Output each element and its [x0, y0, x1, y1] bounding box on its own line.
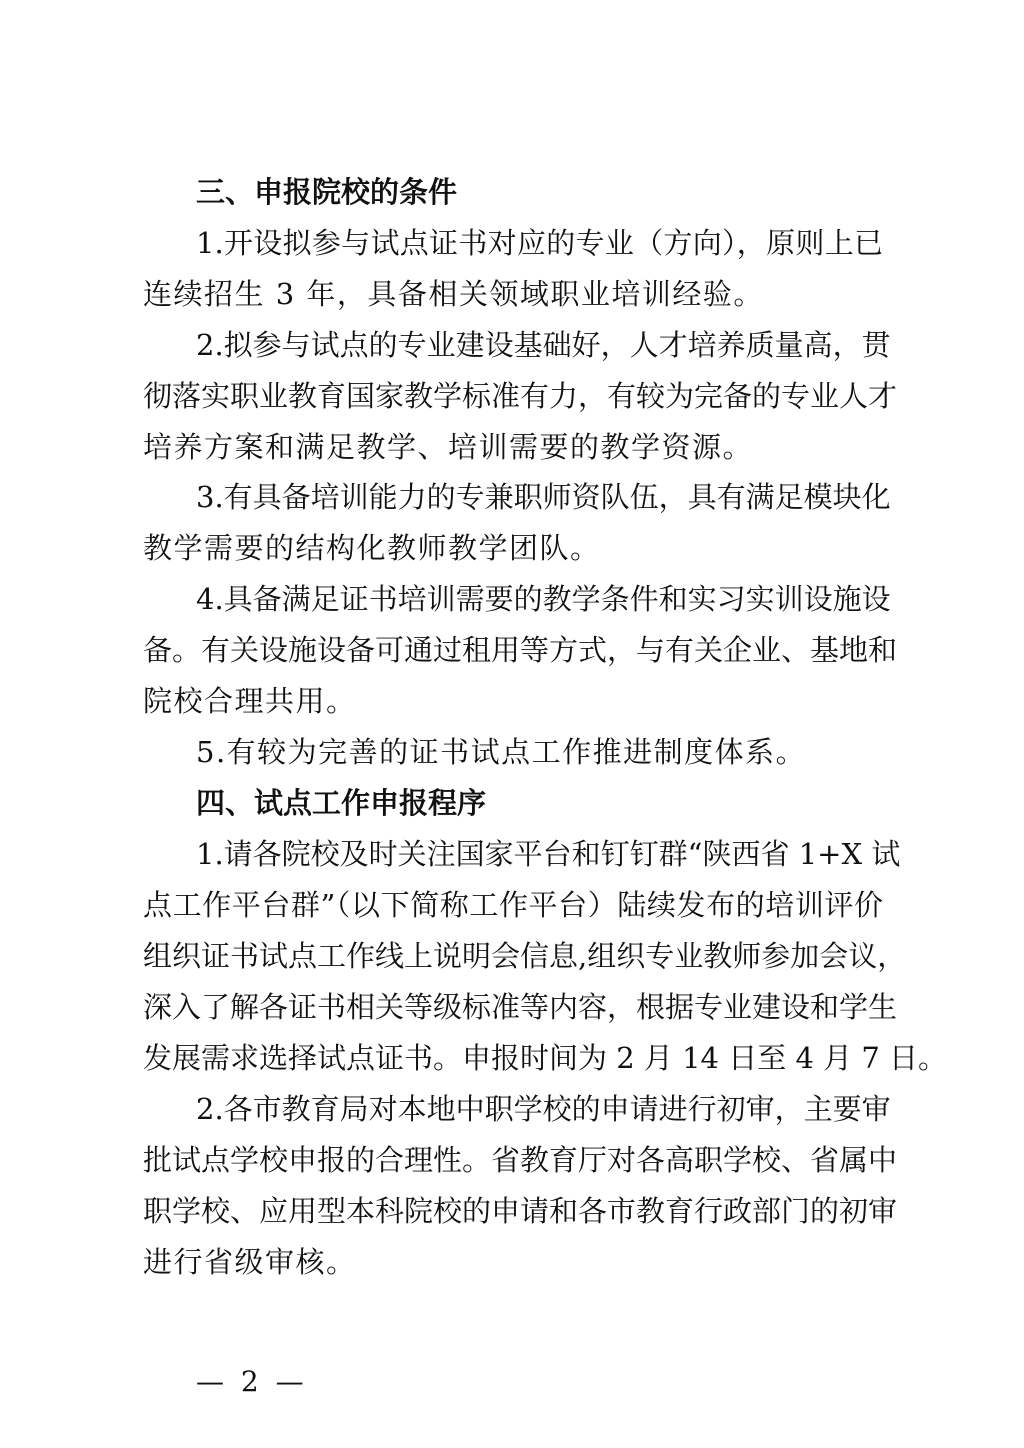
- paragraph-line: 1.请各院校及时关注国家平台和钉钉群“陕西省 1+X 试: [196, 837, 901, 871]
- paragraph-line: 点工作平台群”（以下简称工作平台）陆续发布的培训评价: [143, 888, 883, 922]
- paragraph-line: 4.具备满足证书培训需要的教学条件和实习实训设施设: [196, 582, 891, 616]
- paragraph-line: 5.有较为完善的证书试点工作推进制度体系。: [196, 735, 807, 769]
- paragraph-line: 批试点学校申报的合理性。省教育厅对各高职学校、省属中: [143, 1143, 898, 1177]
- paragraph-line: 深入了解各证书相关等级标准等内容，根据专业建设和学生: [143, 990, 898, 1024]
- section-heading-3: 三、申报院校的条件: [196, 175, 458, 209]
- paragraph-line: 进行省级审核。: [143, 1245, 357, 1279]
- paragraph-line: 发展需求选择试点证书。申报时间为 2 月 14 日至 4 月 7 日。: [143, 1041, 948, 1075]
- paragraph-line: 1.开设拟参与试点证书对应的专业（方向），原则上已: [196, 226, 883, 260]
- paragraph-line: 院校合理共用。: [143, 684, 357, 718]
- paragraph-line: 备。有关设施设备可通过租用等方式，与有关企业、基地和: [143, 633, 898, 667]
- section-heading-4: 四、试点工作申报程序: [196, 786, 487, 820]
- paragraph-line: 教学需要的结构化教师教学团队。: [143, 531, 601, 565]
- paragraph-line: 组织证书试点工作线上说明会信息,组织专业教师参加会议，: [143, 939, 907, 973]
- page-number: — 2 —: [196, 1365, 308, 1398]
- paragraph-line: 彻落实职业教育国家教学标准有力，有较为完备的专业人才: [143, 379, 898, 413]
- paragraph-line: 2.拟参与试点的专业建设基础好，人才培养质量高，贯: [196, 328, 891, 362]
- paragraph-line: 职学校、应用型本科院校的申请和各市教育行政部门的初审: [143, 1194, 898, 1228]
- paragraph-line: 3.有具备培训能力的专兼职师资队伍，具有满足模块化: [196, 480, 891, 514]
- paragraph-line: 培养方案和满足教学、培训需要的教学资源。: [143, 430, 754, 464]
- paragraph-line: 2.各市教育局对本地中职学校的申请进行初审，主要审: [196, 1092, 891, 1126]
- paragraph-line: 连续招生 3 年，具备相关领域职业培训经验。: [143, 277, 764, 311]
